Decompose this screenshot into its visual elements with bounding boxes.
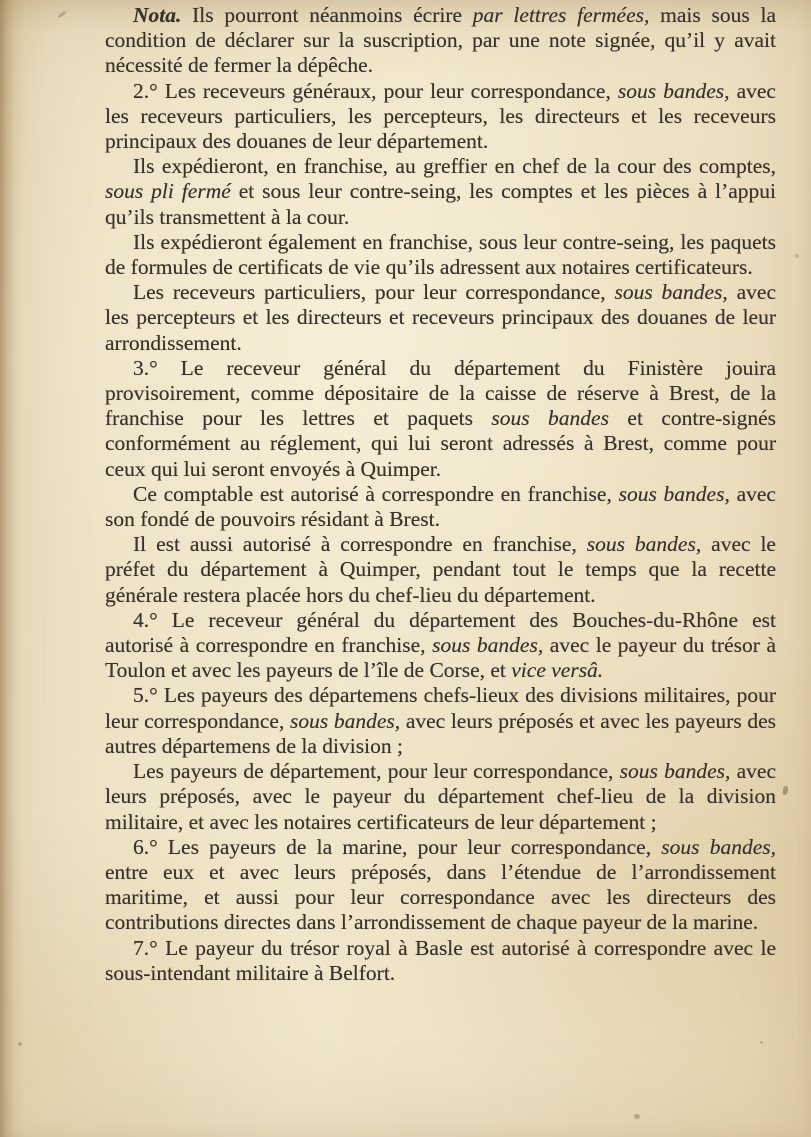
italic-run: sous bandes, bbox=[586, 532, 702, 557]
italic-run: sous pli fermé bbox=[105, 179, 231, 204]
paragraph-2 bbox=[105, 79, 776, 155]
text-run: avec le préfet du département à Quimper, pendant tout le temps que la recette générale restera placée hors du chef-lieu du département. bbox=[105, 532, 776, 607]
text-run: et contre-signés conformément au réglement, qui lui seront adressés à Brest, comme pour ceux qui lui seront envoyés à Quimper. bbox=[105, 406, 776, 481]
document-body bbox=[105, 0, 776, 986]
italic-run: Nota. bbox=[133, 3, 182, 27]
italic-run: sous bandes, bbox=[614, 280, 728, 305]
italic-run: sous bandes, bbox=[617, 78, 730, 103]
text-run: Les payeurs de département, pour leur correspondance, bbox=[133, 759, 620, 784]
text-run: 7.° Le payeur du trésor royal à Basle est autorisé à correspondre avec le sous-intendant militaire à Belfort. bbox=[105, 935, 776, 985]
paper-speckle bbox=[782, 786, 789, 796]
text-run: Les receveurs particuliers, pour leur correspondance, bbox=[133, 280, 615, 305]
italic-run: sous bandes, bbox=[290, 708, 401, 733]
text-run: 3.° Le receveur général du département du Finistère jouira provisoirement, comme dépositaire de la caisse de réserve à Brest, de la franchise pour les lettres et paquets bbox=[105, 355, 776, 431]
italic-run: par lettres fermées bbox=[472, 3, 644, 27]
paper-speckle bbox=[18, 1042, 22, 1046]
paragraph-8 bbox=[105, 532, 776, 608]
italic-run: sous bandes, bbox=[661, 834, 776, 859]
text-run: 6.° Les payeurs de la marine, pour leur correspondance, bbox=[133, 834, 662, 859]
paper-speckle bbox=[795, 254, 799, 258]
text-run: avec les percepteurs et les directeurs et receveurs principaux des douanes de leur arrondissement. bbox=[105, 280, 777, 355]
paragraph-4 bbox=[105, 230, 776, 280]
paragraph-1 bbox=[105, 3, 776, 79]
italic-run: sous bandes, bbox=[432, 633, 544, 658]
text-run: avec les receveurs particuliers, les percepteurs, les directeurs et les receveurs principaux des douanes de leur département. bbox=[105, 78, 776, 154]
text-run: , mais sous la condition de déclarer sur la suscription, par une note signée, qu’il y avait nécessité de fermer la dépêche. bbox=[105, 3, 777, 78]
paragraph-3 bbox=[105, 154, 776, 230]
text-run: avec leurs préposés et avec les payeurs des autres départemens de la division ; bbox=[105, 708, 777, 758]
italic-run: sous bandes, bbox=[618, 481, 730, 506]
paper-speckle bbox=[760, 1041, 763, 1044]
paragraph-12 bbox=[105, 835, 776, 936]
paper-speckle bbox=[634, 1114, 640, 1119]
text-run: entre eux et avec leurs préposés, dans l’étendue de l’arrondissement maritime, et aussi pour leur correspondance avec les directeurs des contributions directes dans l’arrondissement de chaque payeur de la marine. bbox=[105, 859, 776, 935]
text-run: Ils pourront néanmoins écrire bbox=[181, 3, 473, 27]
text-run: Ce comptable est autorisé à correspondre en franchise, bbox=[133, 481, 619, 506]
text-run: et sous leur contre-seing, les comptes et les pièces à l’appui qu’ils transmettent à la cour. bbox=[105, 179, 776, 229]
text-run: Ils expédieront également en franchise, sous leur contre-seing, les paquets de formules de certificats de vie qu’ils adressent aux notaires certificateurs. bbox=[105, 229, 776, 280]
text-run: 5.° Les payeurs des départemens chefs-lieux des divisions militaires, pour leur correspondance, bbox=[105, 683, 776, 733]
text-run: 2.° Les receveurs généraux, pour leur correspondance, bbox=[133, 78, 618, 103]
paragraph-5 bbox=[105, 280, 776, 356]
paragraph-13 bbox=[105, 936, 776, 986]
text-run: avec leurs préposés, avec le payeur du département chef-lieu de la division militaire, et avec les notaires certificateurs de leur département ; bbox=[105, 759, 776, 834]
italic-run: sous bandes bbox=[491, 406, 609, 431]
text-run: avec le payeur du trésor à Toulon et avec les payeurs de l’île de Corse, et bbox=[105, 633, 777, 683]
paragraph-6 bbox=[105, 356, 776, 482]
italic-run: vice versâ. bbox=[511, 658, 604, 683]
paragraph-9 bbox=[105, 608, 776, 684]
text-run: 4.° Le receveur général du département des Bouches-du-Rhône est autorisé à correspondre en franchise, bbox=[105, 607, 776, 658]
text-run: avec son fondé de pouvoirs résidant à Brest. bbox=[105, 481, 776, 532]
paragraph-10 bbox=[105, 683, 776, 759]
italic-run: sous bandes, bbox=[619, 759, 731, 784]
text-run: Il est aussi autorisé à correspondre en franchise, bbox=[133, 532, 587, 557]
paragraph-11 bbox=[105, 759, 776, 835]
paragraph-7 bbox=[105, 482, 776, 532]
text-run: Ils expédieront, en franchise, au greffier en chef de la cour des comptes, bbox=[133, 154, 776, 179]
paper-speckle bbox=[57, 10, 67, 18]
